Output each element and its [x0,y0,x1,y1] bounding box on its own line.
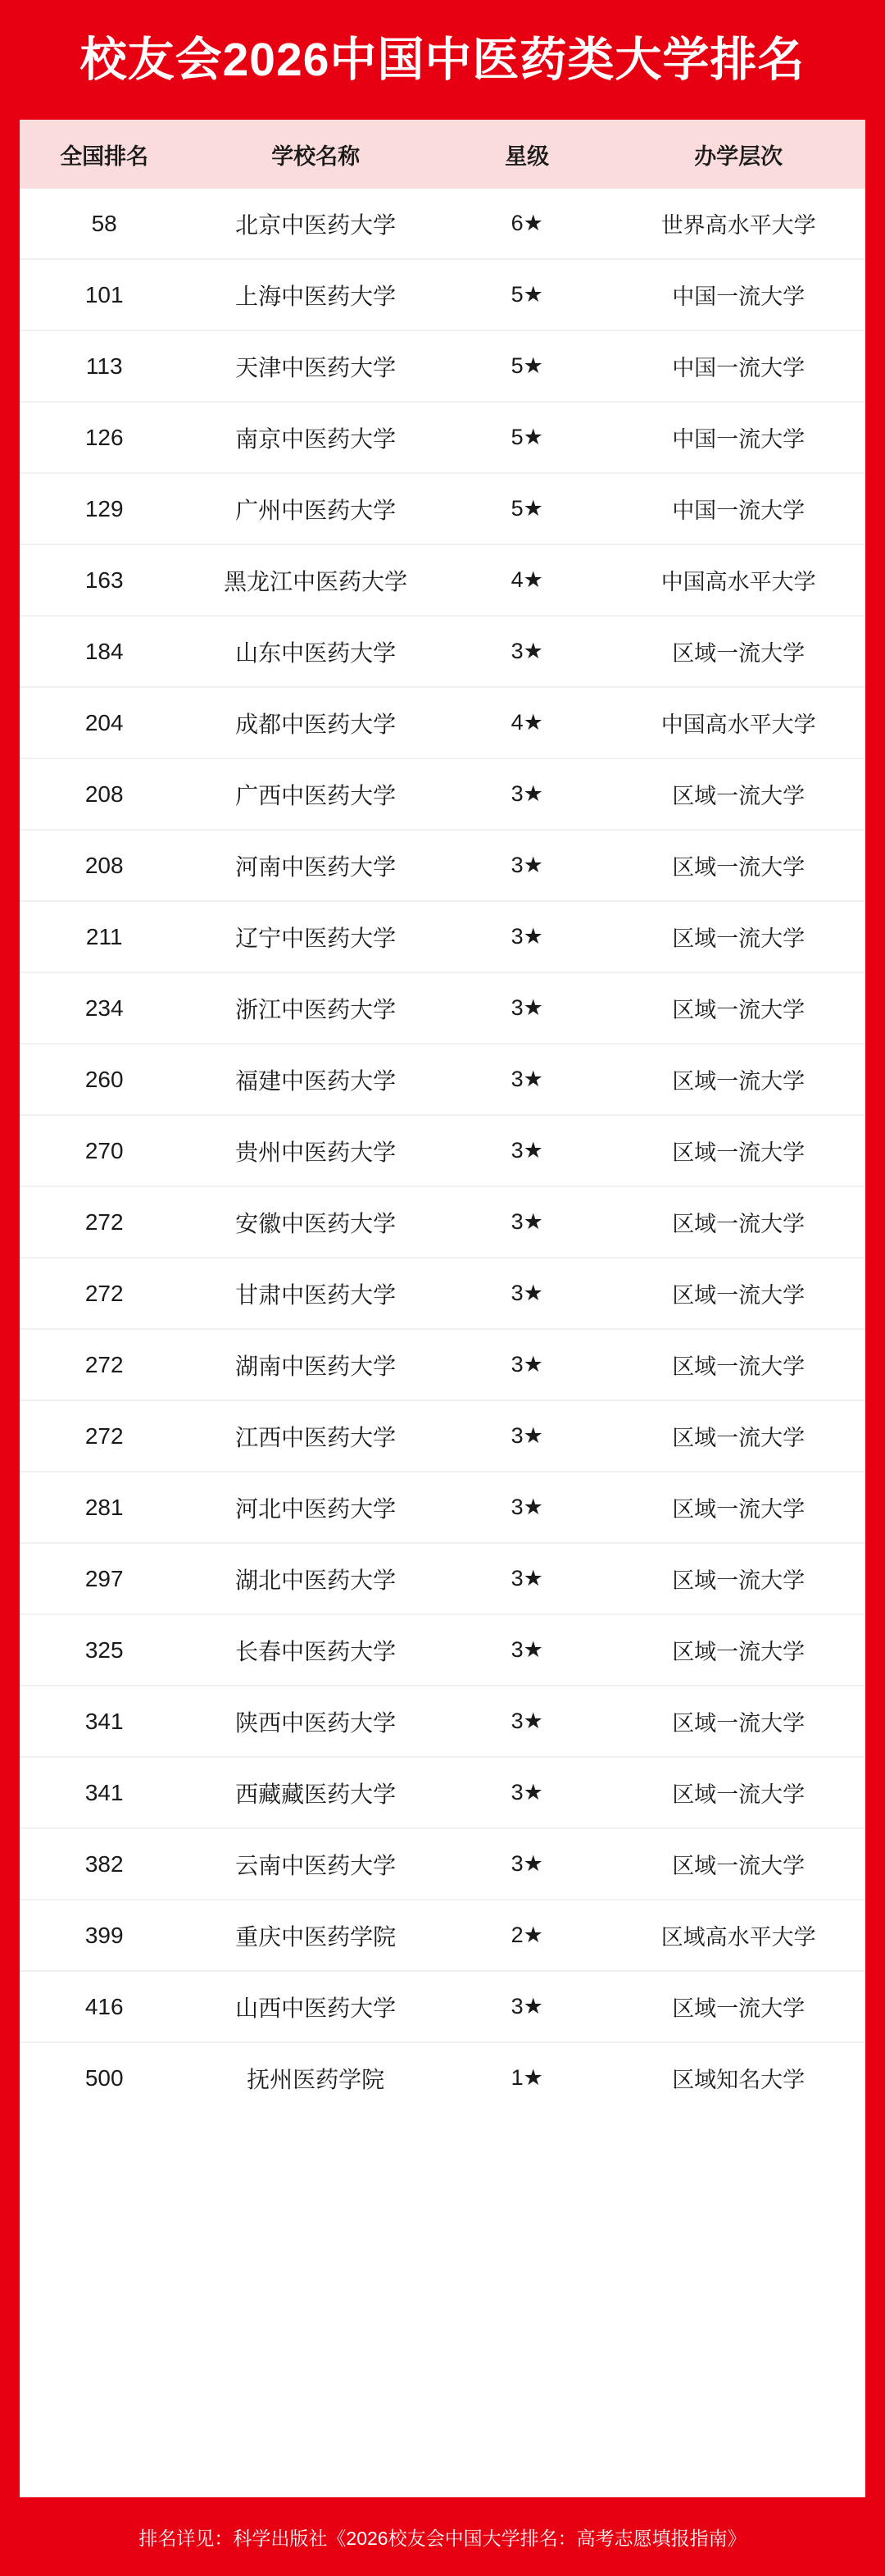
cell-rank: 129 [20,473,188,544]
cell-star-rating: 3★ [442,1828,611,1900]
cell-university-name: 云南中医药大学 [188,1828,442,1900]
cell-level: 区域一流大学 [611,1686,865,1757]
table-row [20,830,865,901]
table-row [20,616,865,687]
cell-star-rating: 3★ [442,1543,611,1614]
cell-level: 中国高水平大学 [611,544,865,616]
cell-star-rating: 3★ [442,1044,611,1115]
cell-star-rating: 3★ [442,616,611,687]
cell-star-rating: 3★ [442,1971,611,2042]
cell-university-name: 辽宁中医药大学 [188,901,442,972]
cell-level: 区域一流大学 [611,1614,865,1686]
cell-star-rating: 3★ [442,758,611,830]
cell-rank: 272 [20,1329,188,1400]
cell-level: 区域一流大学 [611,1044,865,1115]
table-row [20,473,865,544]
table-row [20,2042,865,2113]
cell-rank: 113 [20,330,188,402]
table-row [20,1044,865,1115]
cell-university-name: 天津中医药大学 [188,330,442,402]
table-row [20,1258,865,1329]
cell-university-name: 北京中医药大学 [188,189,442,259]
cell-university-name: 山西中医药大学 [188,1971,442,2042]
cell-university-name: 贵州中医药大学 [188,1115,442,1186]
cell-rank: 325 [20,1614,188,1686]
cell-star-rating: 1★ [511,2065,543,2090]
cell-university-name: 河北中医药大学 [188,1472,442,1543]
cell-star-rating: 5★ [442,330,611,402]
cell-rank: 341 [20,1686,188,1757]
cell-university-name: 长春中医药大学 [188,1614,442,1686]
cell-university-name: 广西中医药大学 [188,758,442,830]
cell-level: 区域一流大学 [611,1329,865,1400]
cell-rank: 272 [20,1258,188,1329]
cell-level: 中国一流大学 [611,402,865,473]
table-row [20,1828,865,1900]
table-header [20,120,865,189]
cell-university-name: 陕西中医药大学 [188,1686,442,1757]
table-body [20,189,865,2113]
table-row [20,189,865,259]
cell-university-name: 抚州医药学院 [247,2066,385,2092]
cell-level: 区域一流大学 [611,1472,865,1543]
footer-note: 排名详见：科学出版社《2026校友会中国大学排名：高考志愿填报指南》 [138,2527,747,2549]
cell-university-name: 南京中医药大学 [188,402,442,473]
cell-rank: 204 [20,687,188,758]
cell-star-rating: 4★ [442,687,611,758]
cell-level: 区域一流大学 [611,616,865,687]
cell-star-rating: 4★ [442,544,611,616]
cell-rank: 399 [20,1900,188,1971]
cell-level: 区域一流大学 [611,1115,865,1186]
cell-level: 区域一流大学 [611,972,865,1044]
cell-university-name: 安徽中医药大学 [188,1186,442,1258]
column-header-level: 办学层次 [611,120,865,189]
cell-rank: 208 [20,758,188,830]
cell-rank: 58 [20,189,188,259]
cell-level: 区域一流大学 [611,1757,865,1828]
cell-star-rating: 3★ [442,972,611,1044]
cell-level: 区域一流大学 [611,758,865,830]
table-row [20,1686,865,1757]
cell-level: 中国一流大学 [611,473,865,544]
cell-star-rating: 3★ [442,901,611,972]
cell-rank: 234 [20,972,188,1044]
table-row [20,1614,865,1686]
cell-university-name: 广州中医药大学 [188,473,442,544]
cell-star-rating: 2★ [442,1900,611,1971]
cell-level: 区域知名大学 [672,2068,806,2092]
cell-rank: 500 [84,2064,124,2091]
cell-rank: 270 [20,1115,188,1186]
cell-star-rating: 3★ [442,1258,611,1329]
cell-university-name: 黑龙江中医药大学 [188,544,442,616]
cell-star-rating: 3★ [442,1400,611,1472]
cell-university-name: 福建中医药大学 [188,1044,442,1115]
cell-university-name: 成都中医药大学 [188,687,442,758]
cell-level: 区域一流大学 [611,1971,865,2042]
cell-university-name: 湖南中医药大学 [188,1329,442,1400]
table-row [20,544,865,616]
cell-star-rating: 3★ [442,1614,611,1686]
cell-university-name: 湖北中医药大学 [188,1543,442,1614]
cell-level: 中国一流大学 [611,259,865,330]
cell-star-rating: 3★ [442,1757,611,1828]
cell-university-name: 江西中医药大学 [188,1400,442,1472]
cell-level: 区域一流大学 [611,901,865,972]
cell-level: 区域一流大学 [611,1543,865,1614]
table-row [20,1543,865,1614]
cell-university-name: 西藏藏医药大学 [188,1757,442,1828]
page-header [0,0,885,120]
cell-rank: 126 [20,402,188,473]
cell-rank: 211 [20,901,188,972]
cell-rank: 208 [20,830,188,901]
table-row [20,330,865,402]
cell-rank: 101 [20,259,188,330]
ranking-table [20,120,865,2113]
cell-rank: 260 [20,1044,188,1115]
cell-star-rating: 3★ [442,1115,611,1186]
cell-star-rating: 3★ [442,1329,611,1400]
cell-level: 区域一流大学 [611,1258,865,1329]
cell-level: 世界高水平大学 [611,189,865,259]
cell-university-name: 浙江中医药大学 [188,972,442,1044]
table-header-row [20,120,865,189]
column-header-rank: 全国排名 [20,120,188,189]
table-row [20,1971,865,2042]
cell-star-rating: 3★ [442,1686,611,1757]
table-row [20,1757,865,1828]
cell-level: 区域一流大学 [611,830,865,901]
cell-university-name: 上海中医药大学 [188,259,442,330]
cell-university-name: 重庆中医药学院 [188,1900,442,1971]
table-row [20,1115,865,1186]
cell-level: 区域一流大学 [611,1400,865,1472]
column-header-name: 学校名称 [188,120,442,189]
cell-rank: 341 [20,1757,188,1828]
table-row [20,259,865,330]
cell-rank: 272 [20,1400,188,1472]
cell-star-rating: 3★ [442,1186,611,1258]
cell-rank: 416 [20,1971,188,2042]
page-title: 校友会2026中国中医药类大学排名 [79,33,806,86]
column-header-star: 星级 [442,120,611,189]
table-row [20,402,865,473]
table-row [20,1900,865,1971]
cell-star-rating: 5★ [442,473,611,544]
cell-university-name: 山东中医药大学 [188,616,442,687]
cell-rank: 163 [20,544,188,616]
cell-star-rating: 5★ [442,402,611,473]
page-footer [0,2497,885,2576]
cell-star-rating: 3★ [442,830,611,901]
cell-level: 区域一流大学 [611,1186,865,1258]
cell-rank: 281 [20,1472,188,1543]
table-row [20,687,865,758]
cell-university-name: 河南中医药大学 [188,830,442,901]
table-row [20,1186,865,1258]
table-row [20,901,865,972]
cell-star-rating: 6★ [442,189,611,259]
cell-star-rating: 3★ [442,1472,611,1543]
table-row [20,1329,865,1400]
cell-university-name: 甘肃中医药大学 [188,1258,442,1329]
cell-rank: 272 [20,1186,188,1258]
table-row [20,758,865,830]
cell-rank: 382 [20,1828,188,1900]
cell-star-rating: 5★ [442,259,611,330]
table-row [20,1400,865,1472]
cell-level: 区域高水平大学 [611,1900,865,1971]
cell-level: 区域一流大学 [611,1828,865,1900]
table-row [20,1472,865,1543]
table-row [20,972,865,1044]
cell-level: 中国高水平大学 [611,687,865,758]
ranking-table-container [20,120,865,2497]
cell-level: 中国一流大学 [611,330,865,402]
cell-rank: 297 [20,1543,188,1614]
cell-rank: 184 [20,616,188,687]
